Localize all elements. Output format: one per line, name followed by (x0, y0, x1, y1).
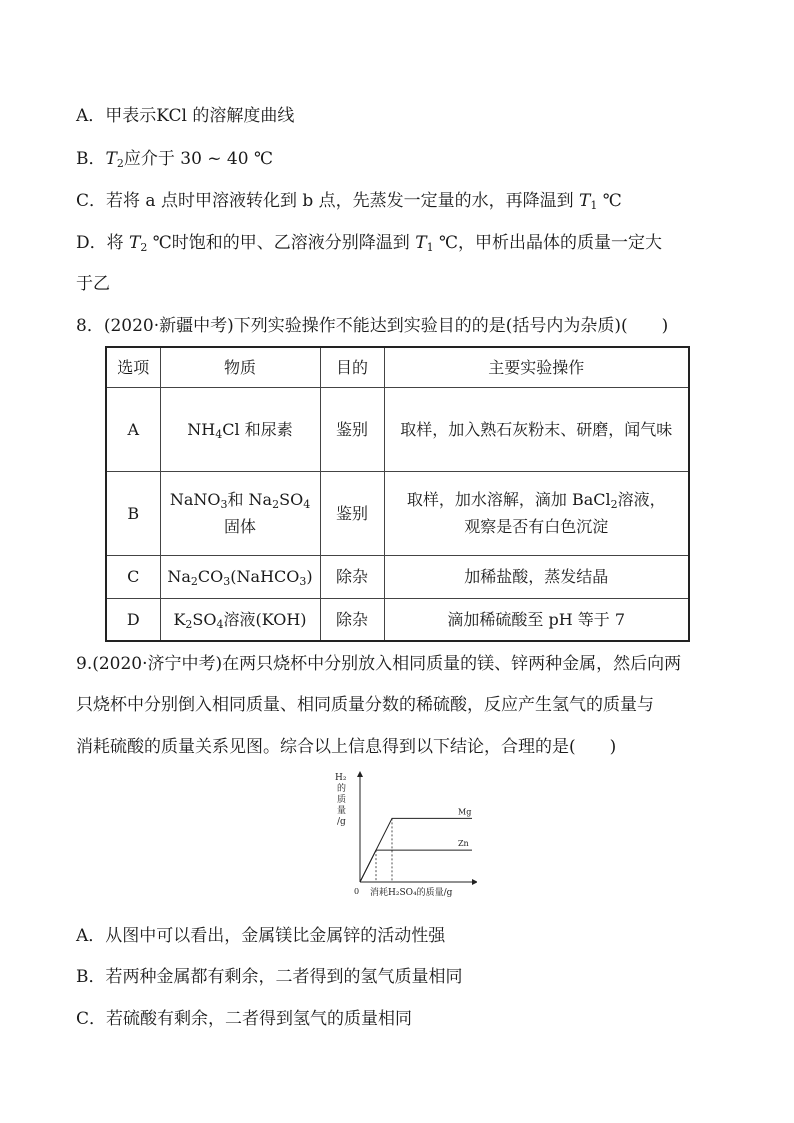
option-letter: B． (76, 149, 106, 169)
subscript: 4 (303, 498, 311, 511)
table-row (106, 555, 689, 598)
cell-substance (160, 387, 320, 471)
operation-text: 取样，加水溶解，滴加 BaCl (406, 490, 611, 509)
y-axis-label-part: 量 (337, 806, 347, 816)
formula-part: Na (167, 567, 191, 586)
formula-part: NH (187, 419, 216, 439)
formula-part: SO (192, 609, 217, 629)
option-text: ℃ (597, 191, 622, 211)
table-header-row (106, 347, 689, 387)
subscript: 1 (590, 199, 598, 212)
q7-option-d (76, 232, 662, 254)
subscript: 3 (223, 575, 231, 588)
formula-part: K (173, 609, 186, 629)
q7-option-b (76, 148, 273, 170)
cell-purpose: 除杂 (320, 598, 384, 641)
formula-part: Cl 和尿素 (222, 419, 293, 439)
subscript: 2 (116, 157, 124, 170)
subscript: 2 (272, 498, 280, 511)
formula-part: 溶液(KOH) (223, 609, 307, 629)
cell-substance (160, 598, 320, 641)
temperature-symbol: T (415, 233, 427, 253)
header-purpose: 目的 (320, 347, 384, 387)
y-axis-label-part: /g (337, 817, 346, 827)
q9-stem-line-2: 只烧杯中分别倒入相同质量、相同质量分数的稀硫酸，反应产生氢气的质量与 (76, 695, 654, 715)
q9-stem-line-3: 消耗硫酸的质量关系见图。综合以上信息得到以下结论，合理的是( ) (76, 737, 617, 757)
formula-part: 和 Na (227, 490, 273, 509)
y-axis-label (335, 773, 347, 827)
q8-table (105, 346, 690, 642)
q7-option-a: A．甲表示KCl 的溶解度曲线 (76, 106, 295, 126)
formula-part: ) (306, 567, 313, 586)
subscript: 2 (185, 617, 193, 631)
subscript: 2 (610, 498, 618, 511)
origin-label: 0 (354, 887, 360, 896)
series-line-zn (360, 850, 472, 882)
hydrogen-mass-chart (332, 770, 477, 900)
subscript: 3 (220, 498, 228, 511)
cell-purpose: 鉴别 (320, 471, 384, 555)
option-text: ℃，甲析出晶体的质量一定大 (433, 233, 662, 253)
cell-operation (384, 471, 689, 555)
cell-operation: 加稀盐酸，蒸发结晶 (384, 555, 689, 598)
option-text: ℃时饱和的甲、乙溶液分别降温到 (147, 233, 416, 253)
header-option: 选项 (106, 347, 160, 387)
q9-option-c: C．若硫酸有剩余，二者得到氢气的质量相同 (76, 1009, 413, 1029)
table-row (106, 471, 689, 555)
y-axis-label-part: H₂ (335, 773, 347, 783)
option-text: D．将 (76, 233, 130, 253)
subscript: 4 (215, 427, 223, 441)
subscript: 2 (140, 241, 148, 254)
temperature-symbol: T (579, 191, 591, 211)
cell-operation: 取样，加入熟石灰粉末、研磨，闻气味 (384, 387, 689, 471)
q9-option-b: B．若两种金属都有剩余，二者得到的氢气质量相同 (76, 967, 463, 987)
series-label-zn: Zn (458, 839, 469, 849)
q7-option-c (76, 190, 622, 212)
header-substance: 物质 (160, 347, 320, 387)
subscript: 4 (216, 617, 224, 631)
subscript: 2 (190, 575, 198, 588)
q9-stem-line-1: 9.(2020·济宁中考)在两只烧杯中分别放入相同质量的镁、锌两种金属，然后向两 (76, 654, 682, 674)
cell-purpose: 鉴别 (320, 387, 384, 471)
chart-series (360, 807, 472, 882)
operation-text: 观察是否有白色沉淀 (464, 517, 609, 536)
formula-part: CO (197, 567, 224, 586)
cell-substance (160, 471, 320, 555)
cell-option: D (106, 598, 160, 641)
cell-substance (160, 555, 320, 598)
formula-part: (NaHCO (230, 567, 300, 586)
cell-operation: 滴加稀硫酸至 pH 等于 7 (384, 598, 689, 641)
formula-part: SO (279, 490, 304, 509)
formula-part: 固体 (223, 517, 256, 536)
table-row (106, 387, 689, 471)
temperature-symbol: T (129, 233, 141, 253)
cell-option: B (106, 471, 160, 555)
cell-option: A (106, 387, 160, 471)
q9-option-a: A．从图中可以看出，金属镁比金属锌的活动性强 (76, 926, 446, 946)
series-label-mg: Mg (458, 807, 472, 817)
y-axis-label-part: 质 (337, 795, 347, 805)
temperature-symbol: T (105, 149, 117, 169)
q8-stem: 8．(2020·新疆中考)下列实验操作不能达到实验目的的是(括号内为杂质)( ) (76, 316, 669, 336)
header-operation: 主要实验操作 (384, 347, 689, 387)
option-text: 应介于 30 ~ 40 ℃ (123, 149, 273, 169)
cell-purpose: 除杂 (320, 555, 384, 598)
subscript: 1 (426, 241, 434, 254)
table-row (106, 598, 689, 641)
y-axis-label-part: 的 (337, 784, 347, 794)
option-text: C．若将 a 点时甲溶液转化到 b 点，先蒸发一定量的水，再降温到 (76, 191, 580, 211)
q7-option-d-continued: 于乙 (76, 274, 110, 294)
x-axis-label: 消耗H₂SO₄的质量/g (370, 888, 453, 898)
cell-option: C (106, 555, 160, 598)
formula-part: NaNO (169, 490, 221, 509)
subscript: 3 (299, 575, 307, 588)
operation-text: 溶液， (617, 490, 666, 509)
